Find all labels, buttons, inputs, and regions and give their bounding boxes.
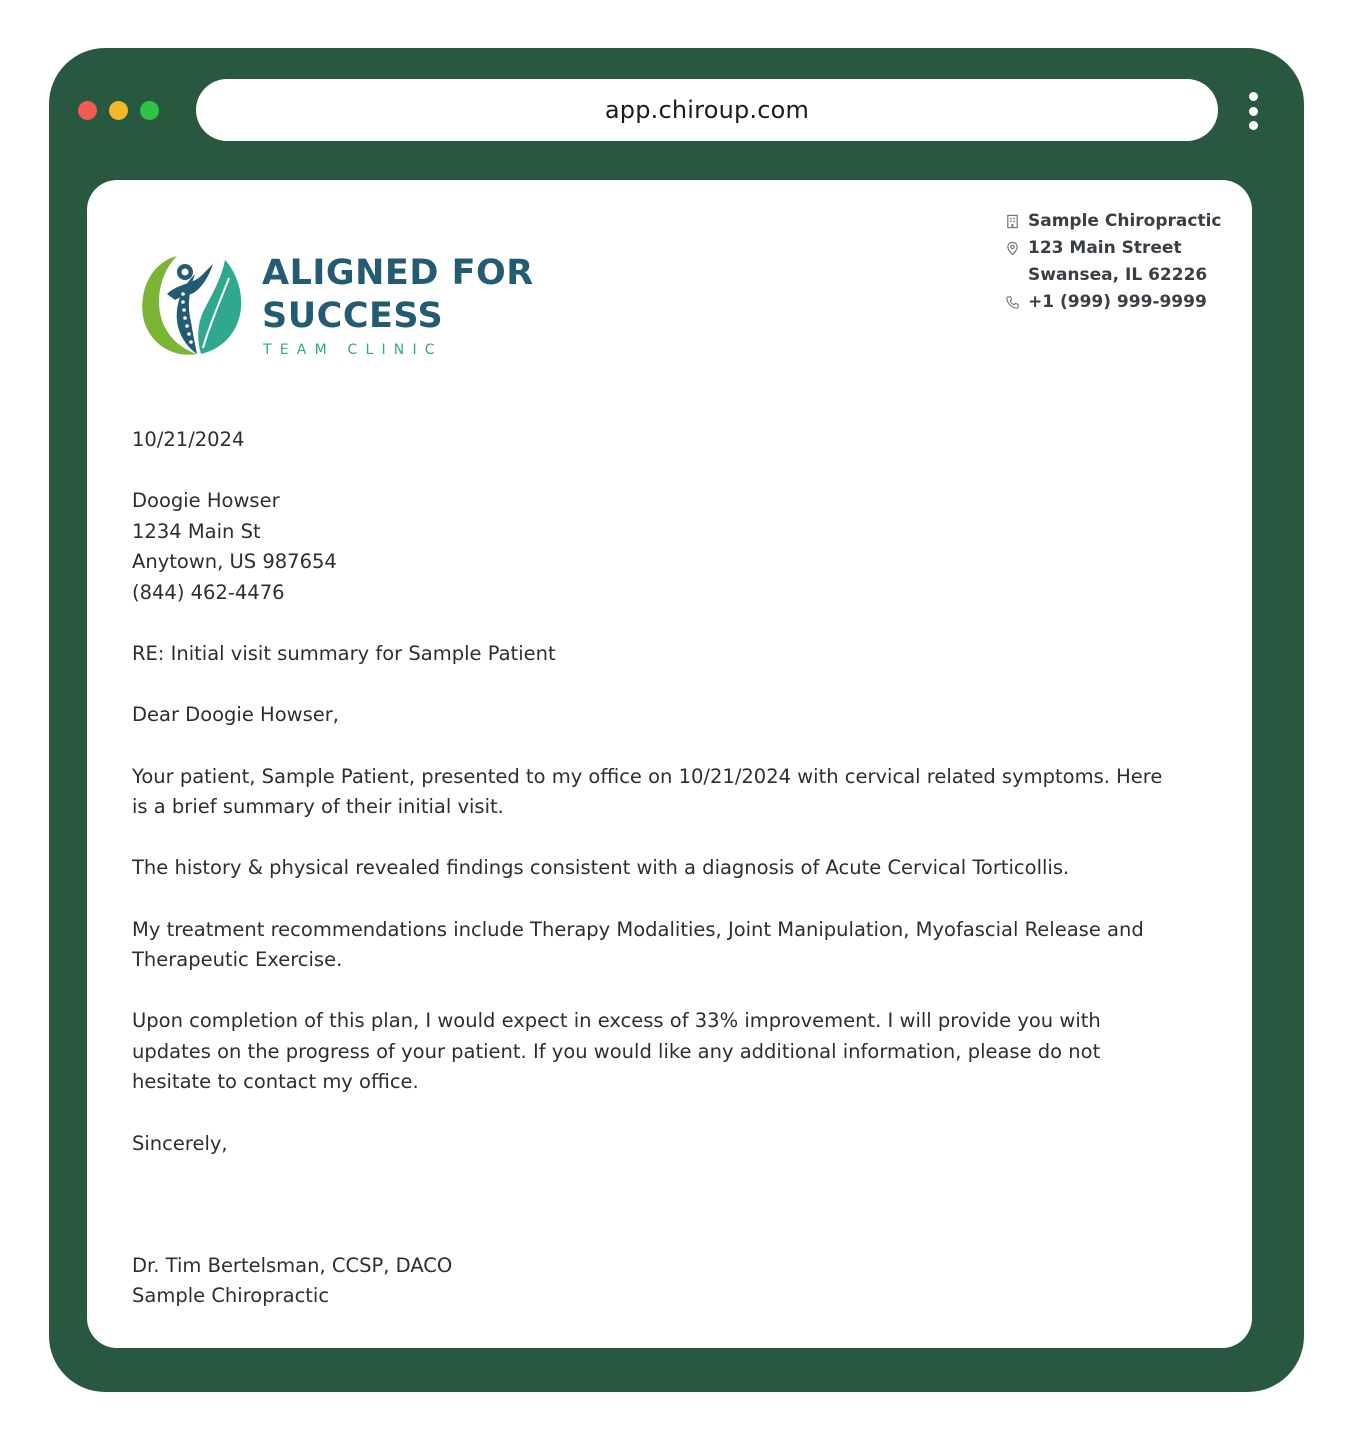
address-bar-url: app.chiroup.com — [604, 96, 810, 124]
clinic-street-line — [1005, 235, 1245, 262]
re-line: RE: Initial visit summary for Sample Patient — [132, 642, 556, 666]
recipient-phone: (844) 462-4476 — [132, 580, 285, 604]
clinic-city-line — [1005, 262, 1245, 289]
recipient-city: Anytown, US 987654 — [132, 550, 337, 574]
logo-title: ALIGNED FOR SUCCESS — [262, 253, 534, 336]
maximize-window-dot[interactable] — [140, 101, 159, 120]
letter-page — [87, 180, 1252, 1348]
body-paragraph: Upon completion of this plan, I would expect in excess of 33% improvement. I will provide you with updates on the progress of your patient. If you would like any additional information, please do not hesitate to contact my office. — [132, 1009, 1101, 1094]
clinic-phone-line — [1005, 289, 1245, 316]
body-paragraph: The history & physical revealed findings consistent with a diagnosis of Acute Cervical Torticollis. — [132, 856, 1070, 880]
clinic-logo — [137, 250, 537, 370]
body-paragraph: My treatment recommendations include Therapy Modalities, Joint Manipulation, Myofascial Release and Therapeutic Exercise. — [132, 917, 1144, 972]
phone-icon — [1005, 295, 1020, 310]
more-options-icon[interactable] — [1244, 92, 1262, 130]
minimize-window-dot[interactable] — [109, 101, 128, 120]
recipient-name: Doogie Howser — [132, 489, 280, 513]
leaf-figure-logo-icon — [137, 250, 249, 362]
clinic-contact-block — [1005, 208, 1245, 316]
clinic-city: Swansea, IL 62226 — [1028, 265, 1208, 285]
logo-subtitle: TEAM CLINIC — [263, 342, 443, 358]
signature-block — [132, 1251, 1217, 1312]
closing: Sincerely, — [132, 1131, 228, 1155]
map-pin-icon — [1005, 241, 1020, 256]
salutation: Dear Doogie Howser, — [132, 703, 339, 727]
letter-date: 10/21/2024 — [132, 428, 245, 451]
recipient-address — [132, 486, 1217, 608]
clinic-name: Sample Chiropractic — [1028, 211, 1222, 231]
clinic-street: 123 Main Street — [1028, 238, 1182, 258]
building-icon — [1005, 214, 1020, 229]
body-paragraph: Your patient, Sample Patient, presented to my office on 10/21/2024 with cervical related symptoms. Here is a brief summary of their initial visit. — [132, 764, 1163, 819]
window-controls — [78, 101, 159, 120]
close-window-dot[interactable] — [78, 101, 97, 120]
clinic-name-line — [1005, 208, 1245, 235]
signature-name: Dr. Tim Bertelsman, CCSP, DACO — [132, 1253, 453, 1277]
signature-practice: Sample Chiropractic — [132, 1284, 330, 1308]
recipient-street: 1234 Main St — [132, 519, 261, 543]
clinic-phone: +1 (999) 999-9999 — [1028, 292, 1207, 312]
letter-body — [132, 425, 1217, 1343]
address-bar[interactable] — [196, 79, 1218, 141]
